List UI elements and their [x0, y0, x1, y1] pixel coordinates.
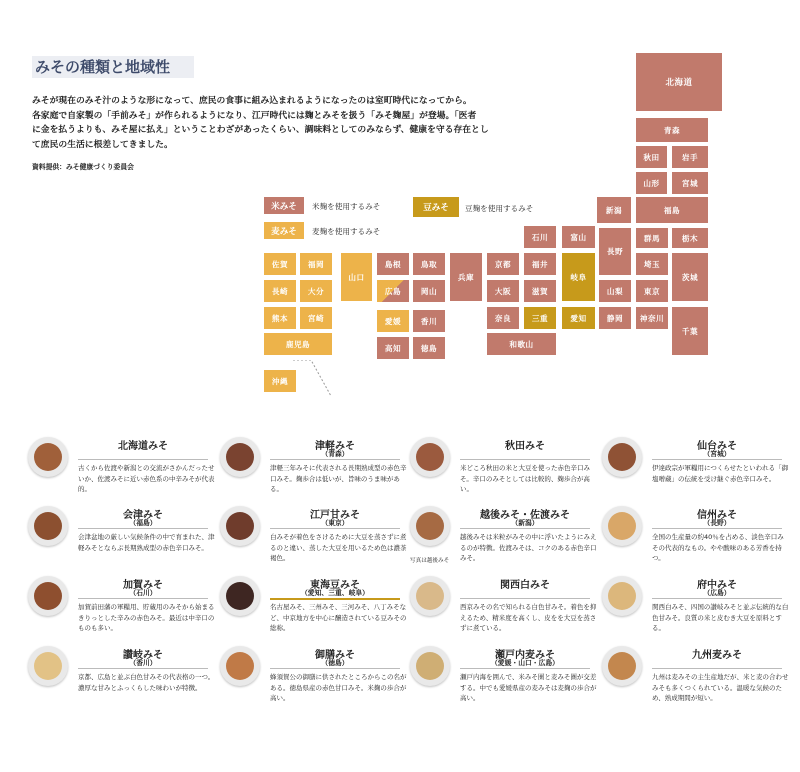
pref-wakayama: 和歌山: [487, 333, 556, 355]
miso-fill: [34, 582, 62, 610]
miso-underline: [270, 528, 400, 529]
intro-line: に金を払うよりも、みそ屋に払え」ということわざがあったくらい、調味料としてのみならず、健康を守る存在とし: [32, 125, 489, 136]
pref-aomori: 青森: [636, 118, 708, 142]
pref-yamaguchi: 山口: [341, 253, 372, 301]
miso-desc: 名古屋みそ、三州みそ、三河みそ、八丁みそなど、中京地方を中心に醸造されている豆みその総称。: [270, 603, 407, 632]
miso-region: （愛媛・山口・広島）: [491, 659, 559, 667]
miso-fill: [34, 512, 62, 540]
miso-fill: [226, 582, 254, 610]
miso-fill: [416, 582, 444, 610]
miso-bowl-image: [220, 646, 260, 686]
legend-mugi-desc: 麦麹を使用するみそ: [312, 227, 381, 236]
miso-name: 九州麦みそ: [692, 650, 742, 661]
pref-kagawa: 香川: [413, 310, 445, 332]
pref-akita: 秋田: [636, 146, 667, 168]
pref-miyagi: 宮城: [672, 172, 708, 194]
miso-fill: [226, 512, 254, 540]
intro-line: て庶民の生活に根差してきました。: [32, 139, 173, 150]
pref-ehime: 愛媛: [377, 310, 409, 332]
miso-underline: [270, 598, 400, 600]
miso-desc: 蜂須賀公の御膳に供されたところからこの名がある。徳島県産の赤色甘口みそ。米麹の歩合が高い。: [270, 673, 407, 702]
miso-bowl-image: [410, 506, 450, 546]
miso-item-shinshu: [602, 506, 782, 570]
miso-desc: 九州は麦みその主生産地だが、米と麦の合わせみそも多くつくられている。温暖な気候のため、熟成期間が短い。: [652, 673, 789, 702]
pref-nagano: 長野: [599, 228, 631, 275]
miso-fill: [608, 443, 636, 471]
pref-kyoto: 京都: [487, 253, 519, 275]
miso-bowl-image: [220, 576, 260, 616]
miso-name: 瀬戸内麦みそ: [495, 650, 555, 661]
pref-tottori: 鳥取: [413, 253, 445, 275]
okinawa-inset-line: [293, 360, 333, 400]
pref-miyazaki: 宮崎: [300, 307, 332, 329]
miso-underline: [652, 459, 782, 460]
pref-tochigi: 栃木: [672, 228, 708, 248]
pref-tokushima: 徳島: [413, 337, 445, 359]
intro-text: [32, 94, 552, 152]
pref-osaka: 大阪: [487, 280, 519, 302]
pref-gifu: 岐阜: [562, 253, 595, 301]
miso-region: （青森）: [321, 450, 349, 458]
miso-bowl-image: [410, 576, 450, 616]
pref-saga: 佐賀: [264, 253, 296, 275]
pref-yamanashi: 山梨: [599, 280, 631, 302]
legend-kome-desc: 米麹を使用するみそ: [312, 202, 381, 211]
miso-desc: 米どころ秋田の米と大豆を使った赤色辛口みそ。辛口のみそとしては比較的、麹歩合が高い。: [460, 464, 590, 493]
miso-fill: [226, 652, 254, 680]
miso-region: （広島）: [703, 589, 731, 597]
miso-item-gozen: [220, 646, 407, 710]
miso-bowl-image: [410, 646, 450, 686]
miso-region: （香川）: [129, 659, 157, 667]
miso-underline: [460, 598, 590, 599]
miso-bowl-image: [602, 506, 642, 546]
miso-fill: [34, 652, 62, 680]
miso-fill: [608, 512, 636, 540]
pref-shiga: 滋賀: [524, 280, 556, 302]
pref-fukushima: 福島: [636, 197, 708, 223]
pref-kagoshima: 鹿児島: [264, 333, 332, 355]
photo-note: 写真は越後みそ: [410, 558, 450, 564]
pref-ishikawa: 石川: [524, 226, 556, 248]
pref-nagasaki: 長崎: [264, 280, 296, 302]
miso-desc: 関西白みそ、四国の讃岐みそと並ぶ伝統的な白色甘みそ。良質の米と皮むき大豆を原料とする。: [652, 603, 789, 632]
miso-underline: [78, 459, 208, 460]
miso-item-kyushu-mugi: [602, 646, 789, 710]
miso-bowl-image: [28, 646, 68, 686]
miso-fill: [416, 443, 444, 471]
miso-underline: [270, 459, 400, 460]
miso-region: （新潟）: [511, 519, 539, 527]
pref-saitama: 埼玉: [636, 253, 668, 275]
miso-region: （福島）: [129, 519, 157, 527]
miso-region: （愛知、三重、岐阜）: [301, 589, 369, 597]
miso-name: 江戸甘みそ: [310, 510, 360, 521]
page-title: みその種類と地域性: [32, 56, 194, 78]
pref-tokyo: 東京: [636, 280, 668, 302]
pref-aichi: 愛知: [562, 307, 595, 329]
pref-okayama: 岡山: [413, 280, 445, 302]
miso-name: 関西白みそ: [500, 580, 550, 591]
miso-name: 信州みそ: [697, 510, 737, 521]
miso-underline: [652, 598, 782, 599]
miso-name: 秋田みそ: [505, 441, 545, 452]
miso-name: 越後みそ・佐渡みそ: [480, 510, 570, 521]
miso-item-aizu: [28, 506, 215, 570]
miso-name: 東海豆みそ: [310, 580, 360, 591]
legend-mame-desc: 豆麹を使用するみそ: [465, 204, 534, 213]
pref-kochi: 高知: [377, 337, 409, 359]
pref-hyogo: 兵庫: [450, 253, 482, 301]
miso-name: 讃岐みそ: [123, 650, 163, 661]
miso-region: （東京）: [321, 519, 349, 527]
miso-bowl-image: [28, 576, 68, 616]
pref-iwate: 岩手: [672, 146, 708, 168]
miso-item-sendai: [602, 437, 789, 501]
pref-shizuoka: 静岡: [599, 307, 631, 329]
miso-name: 会津みそ: [123, 510, 163, 521]
pref-ibaraki: 茨城: [672, 253, 708, 301]
pref-toyama: 富山: [562, 226, 595, 248]
miso-item-edo: [220, 506, 407, 570]
miso-desc: 瀬戸内海を囲んで、米みそ圏と麦みそ圏が交差する。中でも愛媛県産の麦みそは麦麹の歩合が高い。: [460, 673, 597, 702]
miso-bowl-image: [220, 506, 260, 546]
miso-fill: [608, 582, 636, 610]
miso-desc: 会津盆地の厳しい気候条件の中で育まれた、津軽みそとならぶ長期熟成型の赤色辛口みそ。: [78, 533, 215, 552]
miso-name: 津軽みそ: [315, 441, 355, 452]
miso-name: 御膳みそ: [315, 650, 355, 661]
miso-underline: [270, 668, 400, 669]
miso-bowl-image: [602, 576, 642, 616]
miso-bowl-image: [410, 437, 450, 477]
miso-name: 加賀みそ: [123, 580, 163, 591]
miso-underline: [460, 459, 590, 460]
pref-fukui: 福井: [524, 253, 556, 275]
pref-nara: 奈良: [487, 307, 519, 329]
miso-underline: [78, 528, 208, 529]
miso-underline: [78, 668, 208, 669]
pref-kumamoto: 熊本: [264, 307, 296, 329]
miso-fill: [226, 443, 254, 471]
miso-bowl-image: [602, 437, 642, 477]
miso-item-fuchu: [602, 576, 789, 640]
miso-desc: 全国の生産量の約40％を占める、淡色辛口みその代表的なもの。やや酸味のある芳香を持つ。: [652, 533, 784, 562]
pref-oita: 大分: [300, 280, 332, 302]
miso-underline: [460, 668, 590, 669]
intro-line: みそが現在のみそ汁のような形になって、庶民の食事に組み込まれるようになったのは室町時代になってから。: [32, 96, 472, 106]
miso-item-hokkaido: [28, 437, 215, 501]
miso-item-akita: [410, 437, 590, 501]
miso-bowl-image: [28, 437, 68, 477]
pref-fukuoka: 福岡: [300, 253, 332, 275]
miso-desc: 白みそが着色をさけるために大豆を蒸さずに煮るのと違い、蒸した大豆を用いるため色は濃茶褐色。: [270, 533, 407, 562]
miso-fill: [416, 512, 444, 540]
pref-mie: 三重: [524, 307, 556, 329]
miso-desc: 加賀前田藩の軍糧用、貯蔵用のみそから始まるきりっとした辛みの赤色みそ。最近は中辛口のものも多い。: [78, 603, 215, 632]
miso-underline: [652, 668, 782, 669]
pref-kanagawa: 神奈川: [636, 307, 668, 329]
pref-niigata: 新潟: [597, 197, 631, 223]
miso-region: （長野）: [703, 519, 731, 527]
source-credit: 資料提供：みそ健康づくり委員会: [32, 163, 134, 171]
miso-underline: [652, 528, 782, 529]
miso-region: （石川）: [129, 589, 157, 597]
miso-desc: 京都、広島と並ぶ白色甘みその代表格の一つ。濃厚な甘みとふっくらした味わいが特徴。: [78, 673, 215, 692]
pref-chiba: 千葉: [672, 307, 708, 355]
miso-bowl-image: [220, 437, 260, 477]
miso-item-setouchi-mugi: [410, 646, 597, 710]
miso-desc: 伊達政宗が軍糧用につくらせたといわれる「御塩噌蔵」の伝統を受け継ぐ赤色辛口みそ。: [652, 464, 789, 483]
miso-desc: 古くから佐渡や新潟との交流がさかんだったせいか、佐渡みそに近い赤色系の中辛みそが代表的。: [78, 464, 215, 493]
miso-desc: 西京みその名で知られる白色甘みそ。着色を抑えるため、精米度を高くし、皮をを大豆を蒸さずに煮ている。: [460, 603, 597, 632]
miso-region: （宮城）: [703, 450, 731, 458]
miso-fill: [416, 652, 444, 680]
miso-item-kaga: [28, 576, 215, 640]
miso-bowl-image: [28, 506, 68, 546]
miso-item-kansai-shiro: [410, 576, 597, 640]
pref-okinawa: 沖縄: [264, 370, 296, 392]
miso-item-tsugaru: [220, 437, 407, 501]
miso-underline: [460, 528, 590, 529]
miso-item-tokai-mame: [220, 576, 407, 640]
pref-gunma: 群馬: [636, 228, 668, 248]
miso-fill: [34, 443, 62, 471]
miso-name: 仙台みそ: [697, 441, 737, 452]
pref-shimane: 島根: [377, 253, 409, 275]
miso-region: （徳島）: [321, 659, 349, 667]
miso-bowl-image: [602, 646, 642, 686]
miso-item-sanuki: [28, 646, 215, 710]
miso-fill: [608, 652, 636, 680]
miso-underline: [78, 598, 208, 599]
intro-line: 各家庭で自家製の「手前みそ」が作られるようになり、江戸時代には麹とみそを扱う「みそ麹屋」が登場。「医者: [32, 110, 477, 121]
miso-desc: 津軽三年みそに代表される長期熟成型の赤色辛口みそ。麹歩合は低いが、旨味のうま味がある。: [270, 464, 407, 493]
legend-kome-swatch: 米みそ: [264, 197, 304, 214]
miso-name: 府中みそ: [697, 580, 737, 591]
miso-name: 北海道みそ: [118, 441, 168, 452]
pref-hiroshima: 広島: [377, 280, 409, 302]
pref-yamagata: 山形: [636, 172, 667, 194]
pref-hokkaido: 北海道: [636, 53, 722, 111]
legend-mame-swatch: 豆みそ: [413, 197, 459, 217]
legend-mugi-swatch: 麦みそ: [264, 222, 304, 239]
miso-desc: 越後みそは米粒がみその中に浮いたようにみえるのが特徴。佐渡みそは、コクのある赤色辛口みそ。: [460, 533, 597, 562]
